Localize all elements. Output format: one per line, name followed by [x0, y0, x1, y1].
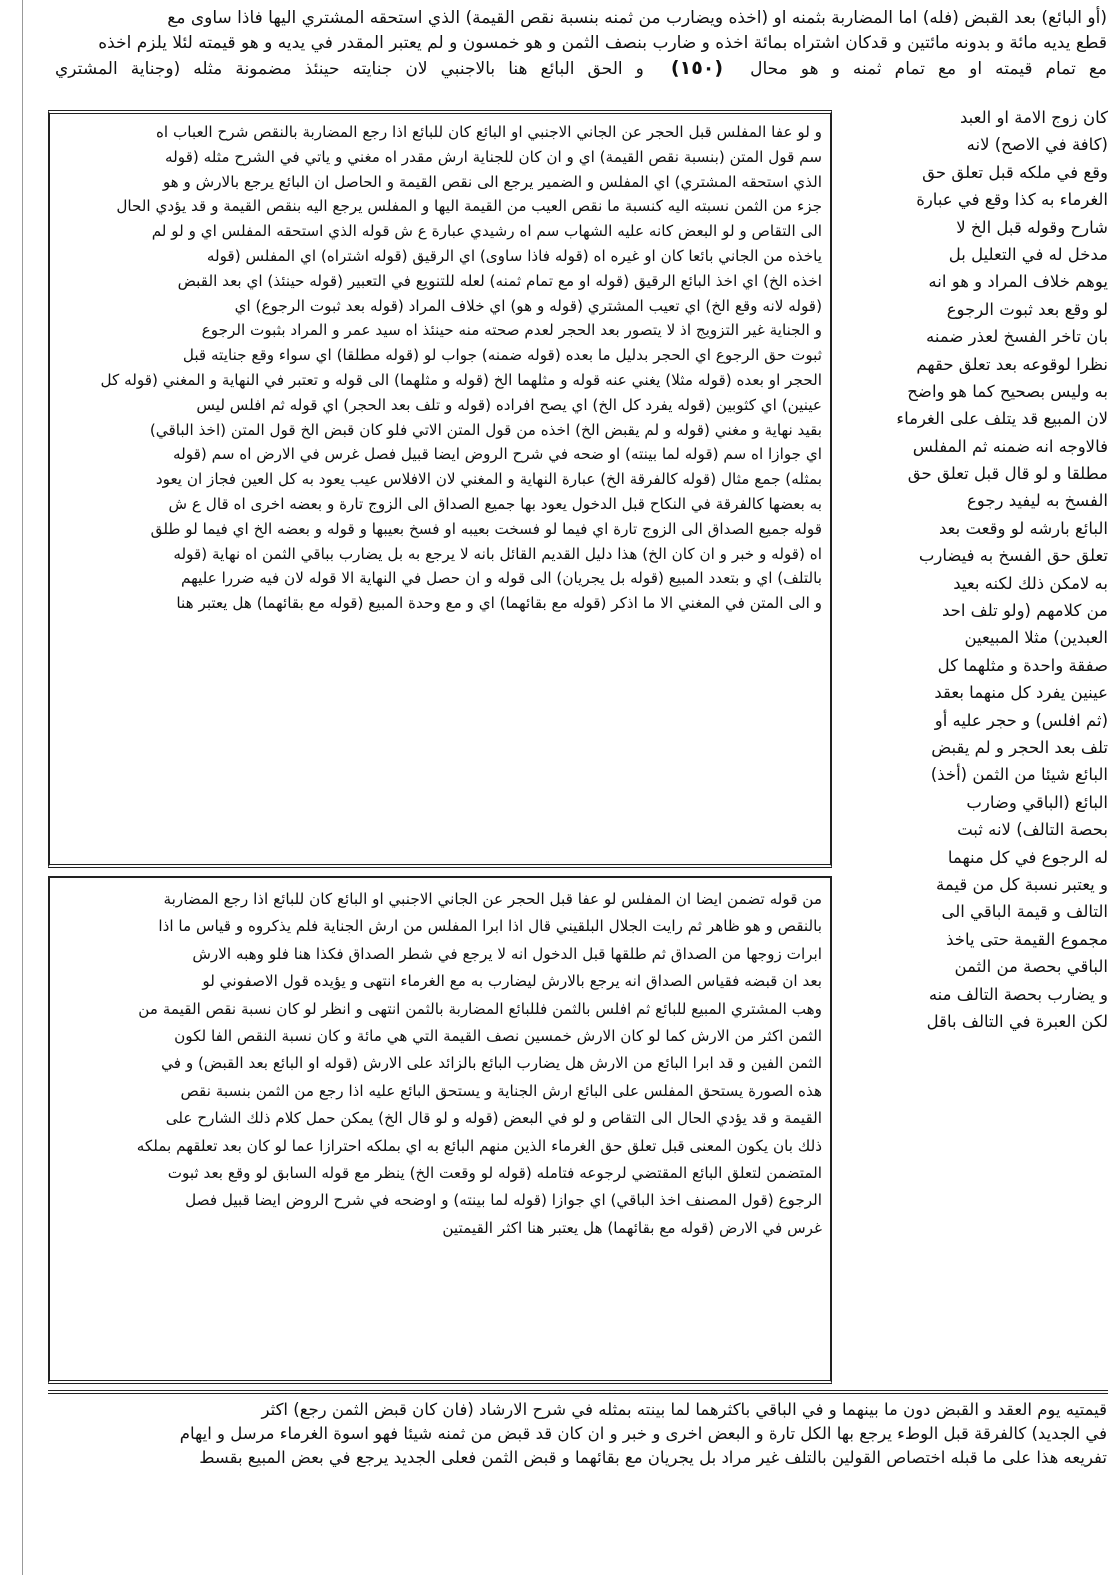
- commentary-line: غرس في الارض (قوله مع بقائهما) هل يعتبر هنا اكثر القيمتين: [442, 1218, 822, 1237]
- side-line: (ثم افلس) و حجر عليه أو: [934, 710, 1108, 730]
- commentary-line: الحجر او بعده (قوله مثلا) يغني عنه قوله و مثلهما الخ (قوله و مثلهما) الى قوله و تعتبر في النهاية و المغني (قوله كل: [100, 370, 822, 389]
- commentary-line: القيمة و قد يؤدي الحال الى التقاص و لو في البعض (قوله و لو قال الخ) يمكن حمل كلام ذلك الشارح على: [165, 1109, 822, 1128]
- side-line: فالاوجه انه ضمنه ثم المفلس: [912, 436, 1108, 456]
- side-line: تلف بعد الحجر و لم يقبض: [931, 737, 1108, 757]
- commentary-line: و لو عفا المفلس قبل الحجر عن الجاني الاجنبي او البائع كان للبائع اذا رجع المضاربة بالنقص شرح العباب اه: [155, 123, 822, 141]
- commentary-line: وهب المشتري المبيع للبائع ثم افلس بالثمن فللبائع المضاربة بالثمن انتهى و انظر لو كان نسبة نقص القيمة من: [138, 999, 822, 1018]
- commentary-line: الذي استحقه المشتري) اي المفلس و الضمير يرجع الى نقص القيمة و الحاصل ان البائع يرجع بالارش و هو: [162, 172, 822, 191]
- commentary-line: هذه الصورة يستحق المفلس على البائع ارش الجناية و يستحق البائع عليه اذا رجع من الثمن بنسبة نقص: [180, 1081, 822, 1100]
- main-text-line: تفريعه هذا على ما قبله اختصاص القولين بالتلف غير مراد بل يجريان مع بقائهما و قبض الثمن فعلى الجديد يرجع في بعض المبيع بقسط: [199, 1448, 1107, 1467]
- side-line: الغرماء به كذا وقع في عبارة: [916, 190, 1108, 210]
- main-text-line: في الجديد) كالفرقة قبل الوطء يرجع بها الكل تارة و البعض اخرى و خبر و ان كان قد قبض من ثمنه شيئا فهو اسوة الغرماء مرسل و ايهام: [179, 1424, 1107, 1443]
- commentary-line: ذلك بان يكون المعنى قبل تعلق حق الغرماء الذين منهم البائع به اي بملكه احترازا عما لو كان بعد تعلقهم بملكه: [136, 1136, 822, 1155]
- commentary-line: سم قول المتن (بنسبة نقص القيمة) اي و ان كان للجناية ارش مقدر اه مغني و ياتي في الشرح مثله (قوله: [164, 147, 822, 166]
- side-line: له الرجوع في كل منهما: [947, 847, 1108, 867]
- side-line: لان المبيع قد يتلف على الغرماء: [896, 409, 1108, 429]
- commentary-line: جزء من الثمن نسبته اليه كنسبة ما نقص العيب من القيمة اليها و المفلس يرجع اليه بنقص القيمة و قد يؤدي الحال: [116, 197, 822, 216]
- commentary-line: و الى المتن في المغني الا ما اذكر (قوله مع بقائهما) اي و مع وحدة المبيع (قوله مع بقائهما) هل يعتبر هنا: [176, 594, 822, 613]
- side-line: وقع في ملكه قبل تعلق حق: [922, 162, 1108, 182]
- side-line: التالف و قيمة الباقي الى: [941, 902, 1108, 922]
- main-text-line: قطع يديه مائة و بدونه مائتين و قدكان اشتراه بمائة اخذه و ضارب بنصف الثمن و هو خمسون و لم يعتبر المقدر في يديه و هو قيمته لئلا يلزم اخذه: [98, 33, 1107, 53]
- commentary-line: بالنقص و هو ظاهر ثم رايت الجلال البلقيني قال اذا ابرا المفلس من ارش الجناية فلم يذكروه و قياس ما اذا: [158, 917, 822, 936]
- commentary-line: ياخذه من الجاني بائعا كان او غيره اه (قوله فاذا ساوى) اي الرقيق (قوله اشتراه) اي المفلس (قوله: [206, 246, 822, 265]
- commentary-line: بالتلف) اي و بتعدد المبيع (قوله بل يجريان) الى قوله و ان حصل في النهاية الا قوله لان فيه ضررا عليهم: [180, 569, 822, 588]
- commentary-line: اه (قوله و خبر و ان كان الخ) هذا دليل القديم القائل بانه لا يرجع به بل يضارب بباقي الثمن اه نهاية (قوله: [173, 544, 822, 563]
- side-line: لو وقع بعد ثبوت الرجوع: [946, 299, 1108, 319]
- main-text-top: [55, 6, 1107, 81]
- side-line: صفقة واحدة و مثلهما كل: [937, 655, 1108, 675]
- section-divider: [48, 1390, 1108, 1394]
- side-line: تعلق حق الفسخ به فيضارب: [918, 546, 1108, 566]
- side-line: (كافة في الاصح) لانه: [966, 135, 1108, 155]
- side-line: من كلامهم (ولو تلف احد: [941, 601, 1108, 621]
- page-edge-line: [22, 0, 23, 1575]
- main-text-line-with-page-number: [55, 56, 1107, 81]
- main-text-side-column: [840, 104, 1108, 1035]
- main-text-fragment: و الحق البائع هنا بالاجنبي لان جنايته حينئذ مضمونة مثله (وجناية المشتري: [55, 59, 644, 79]
- commentary-line: به بعضها كالفرقة في النكاح قبل الدخول يعود بها جميع الصداق الى الزوج تارة و بعضه اخرى اه قال ع ش: [168, 494, 822, 513]
- side-line: يوهم خلاف المراد و هو انه: [928, 272, 1108, 292]
- side-line: مدخل له في التعليل بل: [948, 244, 1108, 264]
- commentary-line: قوله جميع الصداق الى الزوج تارة اي فيما لو فسخت بعيبه او فسخ بعيبها و قوله و بعضه الخ اي فيما لو طلق: [150, 519, 822, 538]
- side-line: الباقي بحصة من الثمن: [954, 957, 1108, 977]
- commentary-line: الرجوع (قول المصنف اخذ الباقي) اي جوازا (قوله لما بينته) و اوضحه في شرح الروض ايضا قبيل فصل: [185, 1191, 822, 1210]
- commentary-line: الثمن الفين و قد ابرا البائع من الارش هل يضارب البائع بالزائد على الارش (قوله او البائع بعد القبض) و في: [161, 1054, 822, 1073]
- side-line: الفسخ به ليفيد رجوع: [966, 491, 1108, 511]
- commentary-line: الثمن اكثر من الارش كما لو كان الارش خمسين نصف القيمة التي هي مائة و كان نسبة النقص الفا لكون: [174, 1026, 822, 1045]
- side-line: شارح وقوله قبل الخ لا: [956, 217, 1108, 237]
- side-line: البائع (الباقي وضارب: [966, 792, 1108, 812]
- side-line: لكن العبرة في التالف باقل: [926, 1011, 1108, 1031]
- side-line: عينين يفرد كل منهما بعقد: [934, 683, 1108, 703]
- commentary-line: عينين) اي كثوبين (قوله يفرد كل الخ) اي يصح افراده (قوله و تلف بعد الحجر) اي قوله ثم افلس ليس: [196, 395, 822, 414]
- side-line: و يضارب بحصة التالف منه: [928, 984, 1108, 1004]
- commentary-line: الى التقاص و لو البعض كانه عليه الشهاب سم اه رشيدي عبارة ع ش قوله الذي استحقه المفلس اي و لو لم: [151, 222, 822, 241]
- side-line: مطلقا و لو قال قبل تعلق حق: [907, 464, 1108, 484]
- side-line: بحصة التالف) لانه ثبت: [957, 820, 1108, 840]
- commentary-line: بعد ان قبضه فقياس الصداق انه يرجع بالارش ليضارب به مع الغرماء انتهى و يؤيده قول الاصفوني لو: [202, 972, 822, 991]
- main-text-fragment: مع تمام قيمته او مع تمام ثمنه و هو محال: [750, 59, 1107, 79]
- side-line: بان تاخر الفسخ لعذر ضمنه: [926, 327, 1108, 347]
- commentary-line: من قوله تضمن ايضا ان المفلس لو عفا قبل الحجر عن الجاني الاجنبي او البائع كان للبائع اذا رجع المضاربة: [163, 890, 822, 908]
- main-text-line: (أو البائع) بعد القبض (فله) اما المضاربة بثمنه او (اخذه ويضارب من ثمنه بنسبة نقص القيمة) الذي استحقه المشتري اليها فاذا ساوى مع: [167, 8, 1107, 28]
- commentary-line: ابرات زوجها من الصداق ثم طلقها قبل الدخول انه لا يرجع في شطر الصداق فكذا هنا فلو وهبه الارش: [192, 944, 822, 963]
- commentary-line: و الجناية غير التزويج اذ لا يتصور بعد الحجر لعدم صحته منه حينئذ اه سيد عمر و المراد بثبوت الرجوع: [201, 321, 822, 340]
- page-number: (١٥٠): [670, 57, 724, 79]
- commentary-box-upper: [48, 110, 832, 868]
- side-line: كان زوج الامة او العبد: [959, 108, 1108, 127]
- side-line: نظرا لوقوعه بعد تعلق حقهم: [916, 354, 1108, 374]
- side-line: به وليس بصحيح كما هو واضح: [907, 381, 1108, 401]
- commentary-line: (قوله لانه وقع الخ) اي تعيب المشتري (قوله و هو) اي خلاف المراد (قوله بعد ثبوت الرجوع) اي: [234, 296, 822, 315]
- side-line: العبدين) مثلا المبيعين: [964, 628, 1108, 648]
- main-text-bottom: [55, 1398, 1107, 1470]
- side-line: به لامكن ذلك لكنه بعيد: [953, 573, 1108, 593]
- commentary-box-lower: [48, 876, 832, 1384]
- side-line: البائع شيئا من الثمن (أخذ): [930, 765, 1108, 785]
- commentary-line: المتضمن لتعلق البائع المقتضي لرجوعه فتامله (قوله لو وقعت الخ) ينظر مع قوله السابق لو وقع بعد ثبوت: [167, 1163, 822, 1182]
- commentary-line: ثبوت حق الرجوع اي الحجر بدليل ما بعده (قوله ضمنه) جواب لو (قوله مطلقا) اي سواء وقع جنايته قبل: [182, 346, 822, 365]
- main-text-line: قيمتيه يوم العقد و القبض دون ما بينهما و في الباقي باكثرهما لما بينته بمثله في شرح الارشاد (فان كان قبض الثمن رجع) اكثر: [261, 1400, 1107, 1419]
- commentary-line: اخذه الخ) اي اخذ البائع الرقيق (قوله او مع تمام ثمنه) لعله للتنويع في التعبير (قوله حينئذ) اي بعد القبض: [177, 271, 822, 290]
- side-line: و يعتبر نسبة كل من قيمة: [936, 874, 1108, 894]
- commentary-line: بمثله) جمع مثال (قوله كالفرقة الخ) عبارة النهاية و المغني لان الافلاس عيب يعود به كل العين فجاز ان يعود: [155, 470, 822, 489]
- commentary-line: اي جوازا اه سم (قوله لما بينته) او ضحه في شرح الروض ايضا قبيل فصل غرس في الارض اه سم (قوله: [173, 445, 822, 464]
- side-line: البائع بارشه لو وقعت بعد: [938, 518, 1108, 538]
- commentary-line: بقيد نهاية و مغني (قوله و لم يقبض الخ) اخذه من قول المتن الاتي فلو كان قبض الخ قول المتن (اخذ الباقي): [149, 420, 822, 439]
- side-line: مجموع القيمة حتى ياخذ: [946, 929, 1108, 949]
